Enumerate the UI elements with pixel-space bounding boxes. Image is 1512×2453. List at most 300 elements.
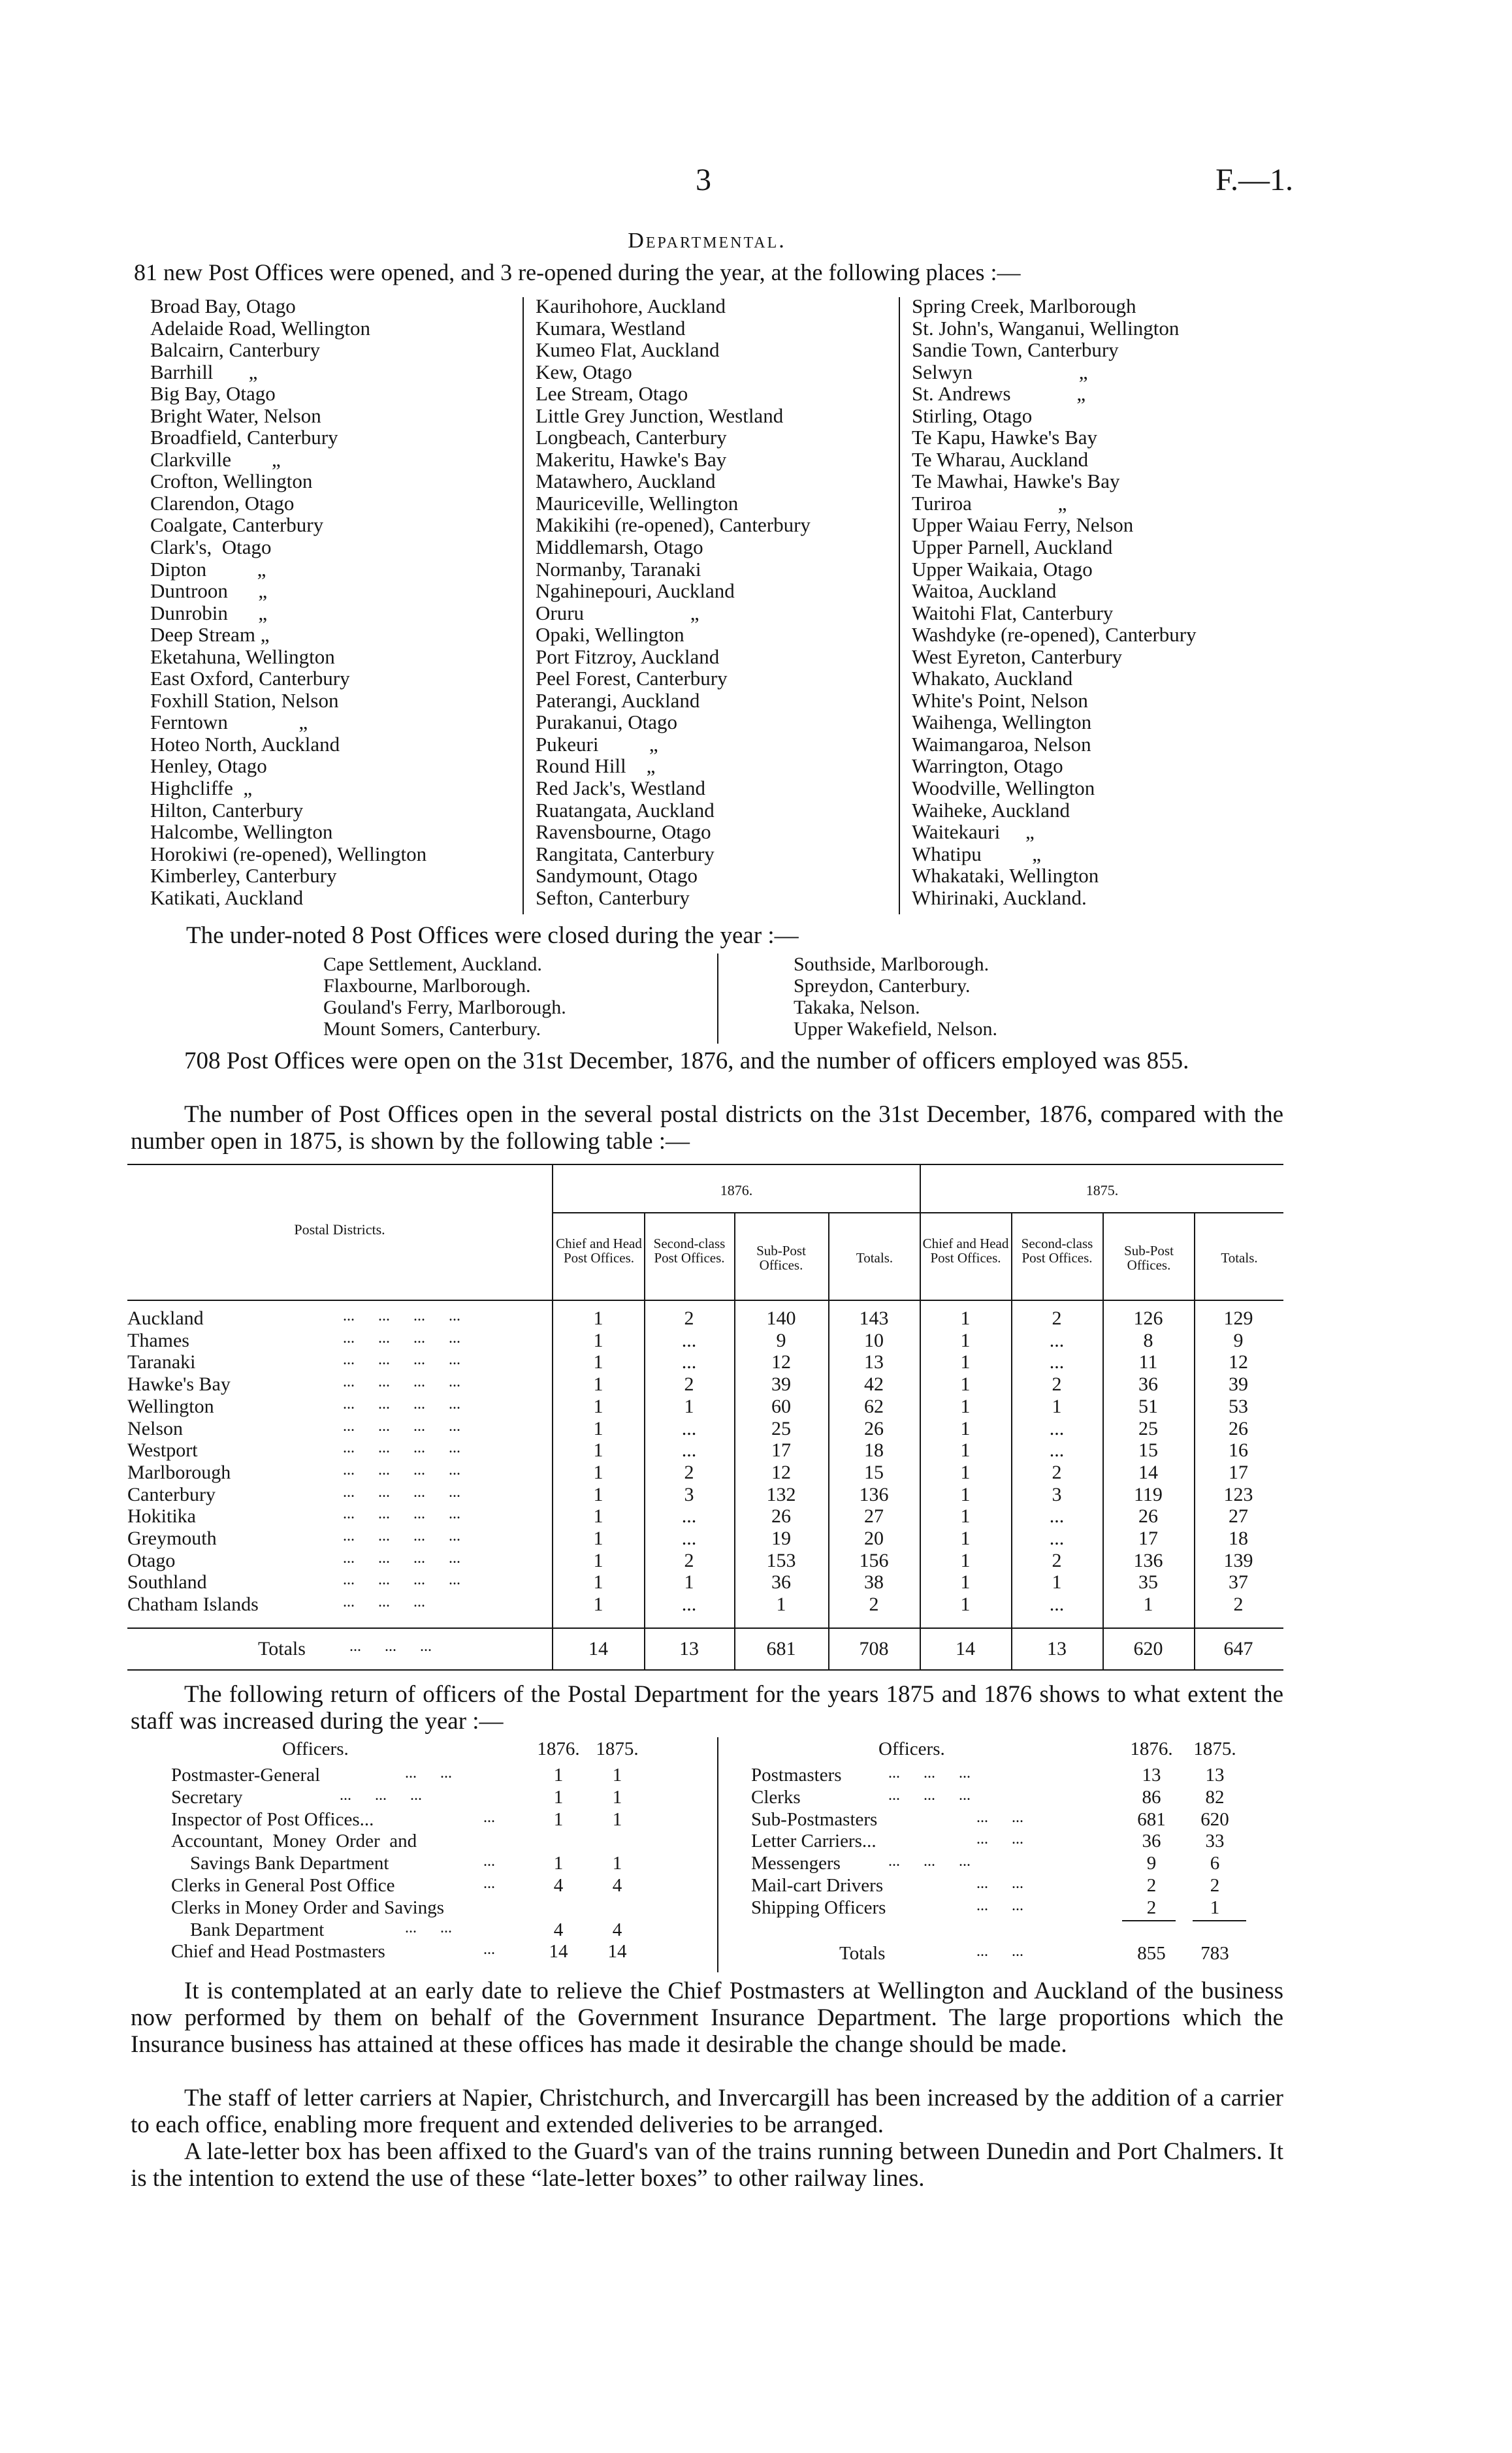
officer-label: Secretary — [171, 1786, 243, 1808]
new-office-entry: Pukeuri „ — [536, 732, 658, 756]
new-office-entry: Whatipu „ — [912, 842, 1042, 865]
district-cell: 12 — [771, 1461, 791, 1483]
district-cell: ... — [1049, 1351, 1065, 1373]
new-office-entry: Waihenga, Wellington — [912, 711, 1092, 734]
district-name: Wellington — [127, 1395, 214, 1417]
district-cell: 1 — [1052, 1571, 1062, 1594]
leader-dots: ... — [483, 1875, 495, 1892]
officer-1876: 36 — [1142, 1831, 1161, 1852]
header-chief-1875: Chief and Head Post Offices. — [922, 1236, 1009, 1266]
officer-1876: 2 — [1146, 1875, 1157, 1896]
officers-total-1875: 783 — [1200, 1943, 1229, 1964]
new-office-entry: Bright Water, Nelson — [150, 404, 321, 427]
leader-dots: ... ... ... ... — [343, 1439, 460, 1457]
new-office-entry: Makikihi (re-opened), Canterbury — [536, 513, 811, 537]
district-name: Otago — [127, 1549, 176, 1571]
totals-cell: 647 — [1223, 1638, 1253, 1659]
district-name: Marlborough — [127, 1461, 231, 1483]
new-office-entry: Broad Bay, Otago — [150, 295, 296, 317]
new-office-entry: Ferntown „ — [150, 711, 308, 734]
new-office-entry: Waiheke, Auckland — [912, 798, 1070, 822]
header-totals-1875: Totals. — [1221, 1250, 1258, 1266]
totals-cell: 681 — [766, 1638, 796, 1659]
new-office-entry: Dipton „ — [150, 557, 266, 581]
table-totals-rule — [127, 1627, 1283, 1629]
district-cell: 39 — [771, 1373, 791, 1396]
new-office-entry: Whirinaki, Auckland. — [912, 886, 1087, 909]
officers-header-right: Officers. — [878, 1739, 945, 1759]
district-cell: 1 — [593, 1307, 603, 1329]
new-office-entry: Kumeo Flat, Auckland — [536, 338, 720, 362]
new-office-entry: East Oxford, Canterbury — [150, 667, 350, 690]
district-cell: 143 — [859, 1307, 889, 1329]
leader-dots: ... ... — [405, 1919, 452, 1936]
new-office-entry: Mauriceville, Wellington — [536, 491, 739, 515]
leader-dots: ... ... ... — [888, 1786, 971, 1804]
district-name: Auckland — [127, 1307, 204, 1329]
officer-1876: 13 — [1142, 1765, 1161, 1786]
year-1876-header-right: 1876. — [1130, 1739, 1173, 1759]
officer-label: Postmaster-General — [171, 1765, 321, 1786]
totals-cell: 14 — [956, 1638, 975, 1659]
officer-label: Sub-Postmasters — [751, 1808, 878, 1830]
district-cell: 1 — [593, 1373, 603, 1396]
officer-1876: 1 — [553, 1786, 564, 1808]
leader-dots: ... — [483, 1941, 495, 1959]
totals-rule-1875 — [1193, 1920, 1246, 1921]
document-reference: F.—1. — [1215, 163, 1293, 197]
new-office-entry: St. John's, Wanganui, Wellington — [912, 316, 1180, 340]
closed-office-entry: Spreydon, Canterbury. — [794, 975, 971, 997]
district-cell: 13 — [864, 1351, 884, 1373]
district-cell: 17 — [1138, 1528, 1158, 1549]
new-office-entry: Waitohi Flat, Canterbury — [912, 601, 1114, 624]
year-1876-header-left: 1876. — [537, 1739, 580, 1759]
new-office-entry: Adelaide Road, Wellington — [150, 316, 371, 340]
district-cell: 1 — [960, 1307, 971, 1329]
district-cell: 36 — [1138, 1373, 1158, 1396]
district-cell: ... — [681, 1439, 697, 1462]
district-cell: 156 — [859, 1549, 889, 1571]
district-cell: 17 — [771, 1439, 791, 1462]
district-cell: 1 — [593, 1439, 603, 1462]
district-cell: 1 — [1143, 1594, 1153, 1616]
district-cell: 129 — [1223, 1307, 1253, 1329]
new-office-entry: Upper Waiau Ferry, Nelson — [912, 513, 1134, 537]
district-name: Chatham Islands — [127, 1594, 259, 1616]
district-cell: 10 — [864, 1329, 884, 1351]
closed-office-entry: Upper Wakefield, Nelson. — [794, 1018, 997, 1040]
paragraph-late-letter-box: A late-letter box has been affixed to the Guard's van of the trains running between Dunedin and Port Chalmers. It is the intention to extend the use of these “late-letter boxes” to other railway lines. — [131, 2138, 1283, 2192]
leader-dots: ... ... ... ... — [343, 1549, 460, 1567]
new-office-entry: Ngahinepouri, Auckland — [536, 579, 735, 603]
new-office-entry: Eketahuna, Wellington — [150, 645, 335, 668]
new-office-entry: Clark's, Otago — [150, 536, 272, 559]
district-cell: ... — [681, 1351, 697, 1373]
new-office-entry: Sandymount, Otago — [536, 864, 698, 888]
district-cell: 1 — [593, 1528, 603, 1549]
district-cell: 119 — [1134, 1483, 1163, 1505]
district-cell: ... — [1049, 1594, 1065, 1616]
district-cell: 15 — [864, 1461, 884, 1483]
district-cell: 1 — [960, 1461, 971, 1483]
officer-label: Inspector of Post Offices... — [171, 1808, 374, 1830]
new-office-entry: Middlemarsh, Otago — [536, 536, 703, 559]
column-divider — [523, 297, 524, 914]
district-cell: 39 — [1229, 1373, 1248, 1396]
officer-1875: 13 — [1205, 1765, 1225, 1786]
table-bottom-rule — [127, 1669, 1283, 1671]
header-totals-1876: Totals. — [856, 1250, 893, 1266]
year-1875-header-left: 1875. — [596, 1739, 639, 1759]
district-cell: 136 — [859, 1483, 889, 1505]
district-cell: 36 — [771, 1571, 791, 1594]
leader-dots: ... ... ... ... — [343, 1307, 460, 1324]
new-office-entry: Stirling, Otago — [912, 404, 1033, 427]
district-name: Hokitika — [127, 1505, 196, 1528]
column-divider — [717, 954, 718, 1044]
district-cell: 1 — [960, 1594, 971, 1616]
table-vline — [734, 1213, 735, 1671]
district-cell: ... — [681, 1505, 697, 1528]
new-office-entry: Lee Stream, Otago — [536, 382, 688, 406]
district-cell: 26 — [864, 1417, 884, 1439]
leader-dots: ... ... ... ... — [343, 1417, 460, 1435]
district-cell: 1 — [593, 1395, 603, 1417]
officers-totals-label: Totals — [839, 1943, 886, 1964]
table-header-rule — [127, 1300, 1283, 1301]
totals-cell: 13 — [679, 1638, 699, 1659]
district-cell: ... — [681, 1528, 697, 1549]
officer-label: Accountant, Money Order and — [171, 1831, 417, 1852]
district-cell: 25 — [1138, 1417, 1158, 1439]
new-office-entry: Barrhill „ — [150, 360, 258, 383]
new-office-entry: Whakato, Auckland — [912, 667, 1073, 690]
district-cell: 123 — [1223, 1483, 1253, 1505]
district-cell: 26 — [1229, 1417, 1248, 1439]
paragraph-table-intro: The number of Post Offices open in the several postal districts on the 31st December, 1876, compared with the number open in 1875, is shown by the following table :— — [131, 1101, 1283, 1155]
district-cell: 1 — [1052, 1395, 1062, 1417]
leader-dots: ... ... ... ... — [343, 1528, 460, 1545]
district-cell: 1 — [776, 1594, 786, 1616]
district-cell: 11 — [1138, 1351, 1158, 1373]
district-cell: 153 — [766, 1549, 796, 1571]
officers-total-1876: 855 — [1137, 1943, 1166, 1964]
officer-1875: 1 — [612, 1765, 622, 1786]
new-office-entry: Kaurihohore, Auckland — [536, 295, 726, 317]
district-cell: ... — [1049, 1329, 1065, 1351]
new-office-entry: Longbeach, Canterbury — [536, 426, 727, 449]
district-cell: 1 — [960, 1505, 971, 1528]
district-cell: 1 — [960, 1417, 971, 1439]
district-cell: 26 — [771, 1505, 791, 1528]
new-office-entry: Katikati, Auckland — [150, 886, 304, 909]
district-cell: 9 — [1233, 1329, 1244, 1351]
officer-1876: 1 — [553, 1765, 564, 1786]
new-office-entry: Balcairn, Canterbury — [150, 338, 320, 362]
new-offices-col2 — [536, 295, 901, 908]
officer-1876: 1 — [553, 1808, 564, 1830]
new-office-entry: Waitekauri „ — [912, 820, 1035, 844]
new-office-entry: Te Wharau, Auckland — [912, 447, 1089, 471]
leader-dots: ... ... — [976, 1875, 1023, 1892]
new-office-entry: Kimberley, Canterbury — [150, 864, 337, 888]
header-year-1876: 1876. — [720, 1182, 753, 1198]
new-office-entry: Halcombe, Wellington — [150, 820, 333, 844]
new-office-entry: Hilton, Canterbury — [150, 798, 304, 822]
new-office-entry: Oruru „ — [536, 601, 700, 624]
officer-label: Shipping Officers — [751, 1897, 886, 1918]
district-name: Southland — [127, 1571, 207, 1594]
district-cell: 1 — [960, 1528, 971, 1549]
totals-rule-1876 — [1122, 1920, 1176, 1921]
district-cell: 19 — [771, 1528, 791, 1549]
district-cell: 15 — [1138, 1439, 1158, 1462]
district-name: Greymouth — [127, 1528, 217, 1549]
officer-label: Savings Bank Department — [171, 1853, 389, 1874]
column-divider — [899, 297, 900, 914]
district-cell: 2 — [684, 1373, 694, 1396]
district-cell: 1 — [593, 1483, 603, 1505]
page-number: 3 — [696, 163, 711, 197]
district-cell: 2 — [1052, 1373, 1062, 1396]
paragraph-letter-carriers: The staff of letter carriers at Napier, Christchurch, and Invercargill has been increased by the addition of a carrier to each office, enabling more frequent and extended deliveries to be arranged. — [131, 2085, 1283, 2138]
district-cell: 1 — [593, 1461, 603, 1483]
officer-1876: 86 — [1142, 1786, 1161, 1808]
new-office-entry: Upper Parnell, Auckland — [912, 536, 1113, 559]
district-cell: 132 — [766, 1483, 796, 1505]
leader-dots: ... ... ... — [340, 1786, 422, 1804]
new-office-entry: Crofton, Wellington — [150, 470, 313, 493]
new-office-entry: Turiroa „ — [912, 491, 1067, 515]
table-vline — [828, 1213, 829, 1671]
officer-1876: 1 — [553, 1853, 564, 1874]
intro-new-offices: 81 new Post Offices were opened, and 3 re-opened during the year, at the following places :— — [134, 259, 1021, 285]
district-cell: 12 — [1229, 1351, 1248, 1373]
officers-header-left: Officers. — [282, 1739, 349, 1759]
year-1875-header-right: 1875. — [1193, 1739, 1236, 1759]
district-cell: 136 — [1133, 1549, 1163, 1571]
leader-dots: ... ... ... ... — [343, 1395, 460, 1413]
new-office-entry: Woodville, Wellington — [912, 777, 1095, 800]
district-cell: 14 — [1138, 1461, 1158, 1483]
new-office-entry: Clarendon, Otago — [150, 491, 295, 515]
closed-offices-col1 — [323, 954, 702, 1040]
new-office-entry: Waimangaroa, Nelson — [912, 732, 1091, 756]
paragraph-708-offices: 708 Post Offices were open on the 31st December, 1876, and the number of officers employed was 855. — [184, 1048, 1189, 1074]
new-office-entry: Upper Waikaia, Otago — [912, 557, 1093, 581]
officer-1876: 681 — [1137, 1808, 1166, 1830]
header-second-1876: Second-class Post Offices. — [653, 1236, 726, 1266]
leader-dots: ... ... ... — [888, 1853, 971, 1870]
new-office-entry: St. Andrews „ — [912, 382, 1086, 406]
district-cell: 20 — [864, 1528, 884, 1549]
district-cell: 2 — [684, 1549, 694, 1571]
leader-dots: ... ... — [976, 1808, 1023, 1826]
header-sub-1875: Sub-Post Offices. — [1124, 1243, 1174, 1273]
district-cell: ... — [1049, 1505, 1065, 1528]
table-vline — [1102, 1213, 1104, 1671]
new-offices-col1 — [150, 295, 516, 908]
officer-label: Mail-cart Drivers — [751, 1875, 884, 1896]
district-cell: 26 — [1138, 1505, 1158, 1528]
new-office-entry: Paterangi, Auckland — [536, 688, 700, 712]
new-office-entry: Ruatangata, Auckland — [536, 798, 715, 822]
district-cell: 1 — [960, 1439, 971, 1462]
district-cell: 1 — [593, 1329, 603, 1351]
district-cell: ... — [1049, 1528, 1065, 1549]
district-cell: 27 — [1229, 1505, 1248, 1528]
new-office-entry: Red Jack's, Westland — [536, 777, 705, 800]
header-year-1875: 1875. — [1086, 1182, 1119, 1198]
new-office-entry: Foxhill Station, Nelson — [150, 688, 339, 712]
officer-1875: 1 — [612, 1808, 622, 1830]
table-vline — [552, 1165, 553, 1671]
new-office-entry: Kew, Otago — [536, 360, 632, 383]
header-chief-1876: Chief and Head Post Offices. — [556, 1236, 642, 1266]
district-cell: 140 — [766, 1307, 796, 1329]
officer-1875: 14 — [607, 1941, 627, 1963]
officer-label: Clerks — [751, 1786, 801, 1808]
new-office-entry: Selwyn „ — [912, 360, 1088, 383]
district-cell: 18 — [1229, 1528, 1248, 1549]
new-office-entry: Highcliffe „ — [150, 777, 253, 800]
table-vline — [1011, 1213, 1012, 1671]
new-office-entry: Te Mawhai, Hawke's Bay — [912, 470, 1120, 493]
header-postal-districts: Postal Districts. — [294, 1221, 385, 1238]
district-name: Thames — [127, 1329, 189, 1351]
district-cell: 18 — [864, 1439, 884, 1462]
district-cell: 51 — [1138, 1395, 1158, 1417]
officer-1875: 1 — [612, 1853, 622, 1874]
new-office-entry: Dunrobin „ — [150, 601, 268, 624]
district-cell: 27 — [864, 1505, 884, 1528]
new-office-entry: Little Grey Junction, Westland — [536, 404, 784, 427]
district-cell: 1 — [684, 1395, 694, 1417]
header-sub-1876: Sub-Post Offices. — [756, 1243, 806, 1273]
new-office-entry: Deep Stream „ — [150, 623, 270, 647]
officer-label: Clerks in Money Order and Savings — [171, 1897, 445, 1918]
new-office-entry: Kumara, Westland — [536, 316, 686, 340]
district-cell: 1 — [960, 1483, 971, 1505]
district-cell: 1 — [593, 1351, 603, 1373]
leader-dots: ... ... ... ... — [343, 1373, 460, 1391]
district-name: Nelson — [127, 1417, 183, 1439]
district-cell: ... — [681, 1594, 697, 1616]
closed-offices-col2 — [794, 954, 1172, 1040]
district-cell: 2 — [684, 1307, 694, 1329]
district-cell: ... — [1049, 1439, 1065, 1462]
district-cell: 37 — [1229, 1571, 1248, 1594]
officer-1875: 1 — [612, 1786, 622, 1808]
new-office-entry: Broadfield, Canterbury — [150, 426, 338, 449]
officer-1875: 1 — [1210, 1897, 1220, 1918]
district-cell: 3 — [684, 1483, 694, 1505]
leader-dots: ... ... ... ... — [343, 1505, 460, 1523]
officer-label: Bank Department — [171, 1919, 325, 1940]
section-title: Departmental. — [628, 229, 786, 253]
officer-1876: 9 — [1146, 1853, 1157, 1874]
district-name: Taranaki — [127, 1351, 196, 1373]
leader-dots: ... ... — [976, 1831, 1023, 1848]
district-cell: ... — [681, 1417, 697, 1439]
district-cell: 1 — [593, 1571, 603, 1594]
officers-divider — [717, 1737, 718, 1972]
district-cell: 2 — [1052, 1307, 1062, 1329]
new-office-entry: Matawhero, Auckland — [536, 470, 716, 493]
new-office-entry: Normanby, Taranaki — [536, 557, 701, 581]
new-office-entry: Rangitata, Canterbury — [536, 842, 715, 865]
district-cell: 35 — [1138, 1571, 1158, 1594]
district-cell: 1 — [960, 1395, 971, 1417]
new-office-entry: Purakanui, Otago — [536, 711, 677, 734]
leader-dots: ... ... — [405, 1765, 452, 1782]
district-cell: 2 — [869, 1594, 879, 1616]
new-office-entry: Henley, Otago — [150, 754, 267, 778]
new-office-entry: Warrington, Otago — [912, 754, 1063, 778]
new-office-entry: Spring Creek, Marlborough — [912, 295, 1136, 317]
closed-office-entry: Southside, Marlborough. — [794, 954, 989, 975]
district-cell: 2 — [1233, 1594, 1244, 1616]
header-second-1875: Second-class Post Offices. — [1021, 1236, 1093, 1266]
closed-office-entry: Flaxbourne, Marlborough. — [323, 975, 531, 997]
leader-dots: ... ... ... ... — [343, 1351, 460, 1369]
officer-label: Clerks in General Post Office — [171, 1875, 395, 1896]
district-cell: 1 — [593, 1594, 603, 1616]
district-cell: 1 — [593, 1549, 603, 1571]
paragraph-officers-intro: The following return of officers of the Postal Department for the years 1875 and 1876 shows to what extent the staff was increased during the year :— — [131, 1681, 1283, 1735]
officer-1875: 33 — [1205, 1831, 1225, 1852]
leader-dots: ... ... ... — [888, 1765, 971, 1782]
district-cell: 12 — [771, 1351, 791, 1373]
new-office-entry: Peel Forest, Canterbury — [536, 667, 728, 690]
district-cell: 60 — [771, 1395, 791, 1417]
new-office-entry: Duntroon „ — [150, 579, 268, 603]
district-cell: 42 — [864, 1373, 884, 1396]
leader-dots: ... ... ... ... — [343, 1483, 460, 1501]
officer-1875: 4 — [612, 1919, 622, 1940]
new-office-entry: Clarkville „ — [150, 447, 281, 471]
district-name: Canterbury — [127, 1483, 216, 1505]
leader-dots: ... ... ... ... — [343, 1461, 460, 1479]
new-office-entry: Coalgate, Canterbury — [150, 513, 324, 537]
leader-dots: ... ... ... — [343, 1594, 425, 1611]
table-year-rule — [553, 1212, 1283, 1213]
table-top-rule — [127, 1164, 1283, 1165]
district-cell: 139 — [1223, 1549, 1253, 1571]
totals-cell: 620 — [1133, 1638, 1163, 1659]
leader-dots: ... ... ... ... — [343, 1329, 460, 1347]
district-cell: 2 — [1052, 1549, 1062, 1571]
district-name: Westport — [127, 1439, 198, 1462]
leader-dots: ... ... ... — [349, 1638, 432, 1655]
district-cell: 1 — [960, 1329, 971, 1351]
district-cell: ... — [1049, 1417, 1065, 1439]
officer-1875: 6 — [1210, 1853, 1220, 1874]
new-office-entry: Makeritu, Hawke's Bay — [536, 447, 727, 471]
district-cell: 62 — [864, 1395, 884, 1417]
district-cell: 1 — [684, 1571, 694, 1594]
district-cell: 2 — [1052, 1461, 1062, 1483]
new-office-entry: Te Kapu, Hawke's Bay — [912, 426, 1098, 449]
new-office-entry: Sefton, Canterbury — [536, 886, 690, 909]
new-office-entry: White's Point, Nelson — [912, 688, 1088, 712]
totals-label: Totals — [258, 1638, 306, 1659]
officer-1875: 2 — [1210, 1875, 1220, 1896]
new-office-entry: Sandie Town, Canterbury — [912, 338, 1119, 362]
new-office-entry: Washdyke (re-opened), Canterbury — [912, 623, 1197, 647]
new-office-entry: Hoteo North, Auckland — [150, 732, 340, 756]
